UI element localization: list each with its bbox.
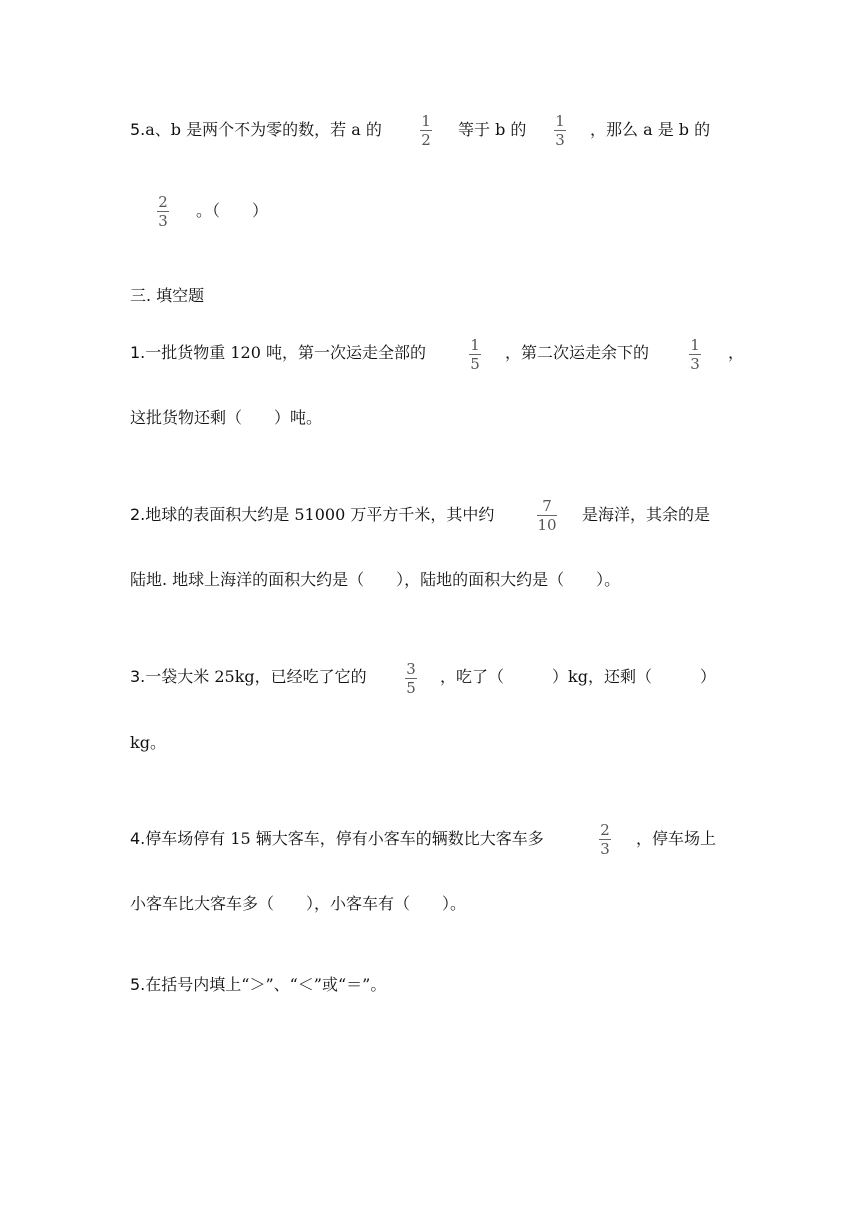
question-text-line2: kg。: [130, 733, 166, 752]
fraction-one-fifth: [469, 337, 481, 372]
fill-question-3: [130, 667, 367, 687]
question-text-part2: ，吃了（ ）kg，还剩（ ）: [440, 667, 716, 686]
fraction-denominator: 3: [690, 355, 700, 373]
fraction-numerator: 1: [470, 336, 480, 354]
fraction-numerator: 2: [158, 193, 168, 211]
fill-question-1: [130, 343, 426, 363]
fraction-denominator: 3: [600, 840, 610, 858]
fraction-numerator: 1: [690, 336, 700, 354]
fraction-numerator: 7: [542, 497, 552, 515]
question-text-part1: 一袋大米 25kg，已经吃了它的: [145, 667, 367, 686]
fill-question-5: [130, 975, 386, 995]
fraction-denominator: 5: [406, 679, 416, 697]
fraction-denominator: 10: [537, 516, 557, 534]
question-text-line2: 这批货物还剩（ ）吨。: [130, 408, 323, 427]
question-text-part1: 在括号内填上“＞”、“＜”或“＝”。: [145, 975, 387, 994]
fraction-numerator: 1: [555, 112, 565, 130]
fraction-numerator: 1: [421, 112, 431, 130]
fraction-one-third: [554, 113, 566, 148]
question-number: 2.: [130, 505, 146, 524]
question-number: 5.: [130, 975, 146, 994]
question-text-part2: ，第二次运走余下的: [505, 343, 650, 362]
fraction-denominator: 3: [158, 212, 168, 230]
question-number: 5.: [130, 120, 146, 139]
fraction-seven-tenths: [537, 498, 557, 533]
question-text-part2: 等于 b 的: [458, 120, 527, 139]
question-text-part1: 一批货物重 120 吨，第一次运走全部的: [145, 343, 426, 362]
question-text-part1: a、b 是两个不为零的数，若 a 的: [145, 120, 382, 139]
fill-question-4: [130, 829, 544, 849]
question-5-judge: [130, 120, 382, 140]
fraction-one-third: [689, 337, 701, 372]
question-text-part3: ，: [728, 343, 745, 362]
section-heading: 三. 填空题: [130, 286, 205, 305]
question-text-line2: 陆地. 地球上海洋的面积大约是（ ），陆地的面积大约是（ ）。: [130, 570, 621, 589]
fraction-denominator: 5: [470, 355, 480, 373]
question-text-part2: 是海洋，其余的是: [582, 505, 711, 524]
fraction-numerator: 2: [600, 821, 610, 839]
question-number: 4.: [130, 829, 146, 848]
fraction-two-thirds: [599, 822, 611, 857]
question-text-part2: ，停车场上: [636, 829, 717, 848]
fraction-numerator: 3: [406, 660, 416, 678]
question-text-part3: ，那么 a 是 b 的: [590, 120, 711, 139]
question-text-part1: 停车场停有 15 辆大客车，停有小客车的辆数比大客车多: [145, 829, 544, 848]
question-text-line2: 小客车比大客车多（ ），小客车有（ ）。: [130, 894, 467, 913]
question-number: 3.: [130, 667, 146, 686]
question-text-part4: 。（ ）: [196, 201, 269, 220]
question-text-part1: 地球的表面积大约是 51000 万平方千米，其中约: [145, 505, 495, 524]
fraction-denominator: 3: [555, 131, 565, 149]
fill-question-2: [130, 505, 494, 525]
fraction-one-half: [420, 113, 432, 148]
fraction-two-thirds: [157, 194, 169, 229]
fraction-denominator: 2: [421, 131, 431, 149]
fraction-three-fifths: [405, 661, 417, 696]
question-number: 1.: [130, 343, 146, 362]
